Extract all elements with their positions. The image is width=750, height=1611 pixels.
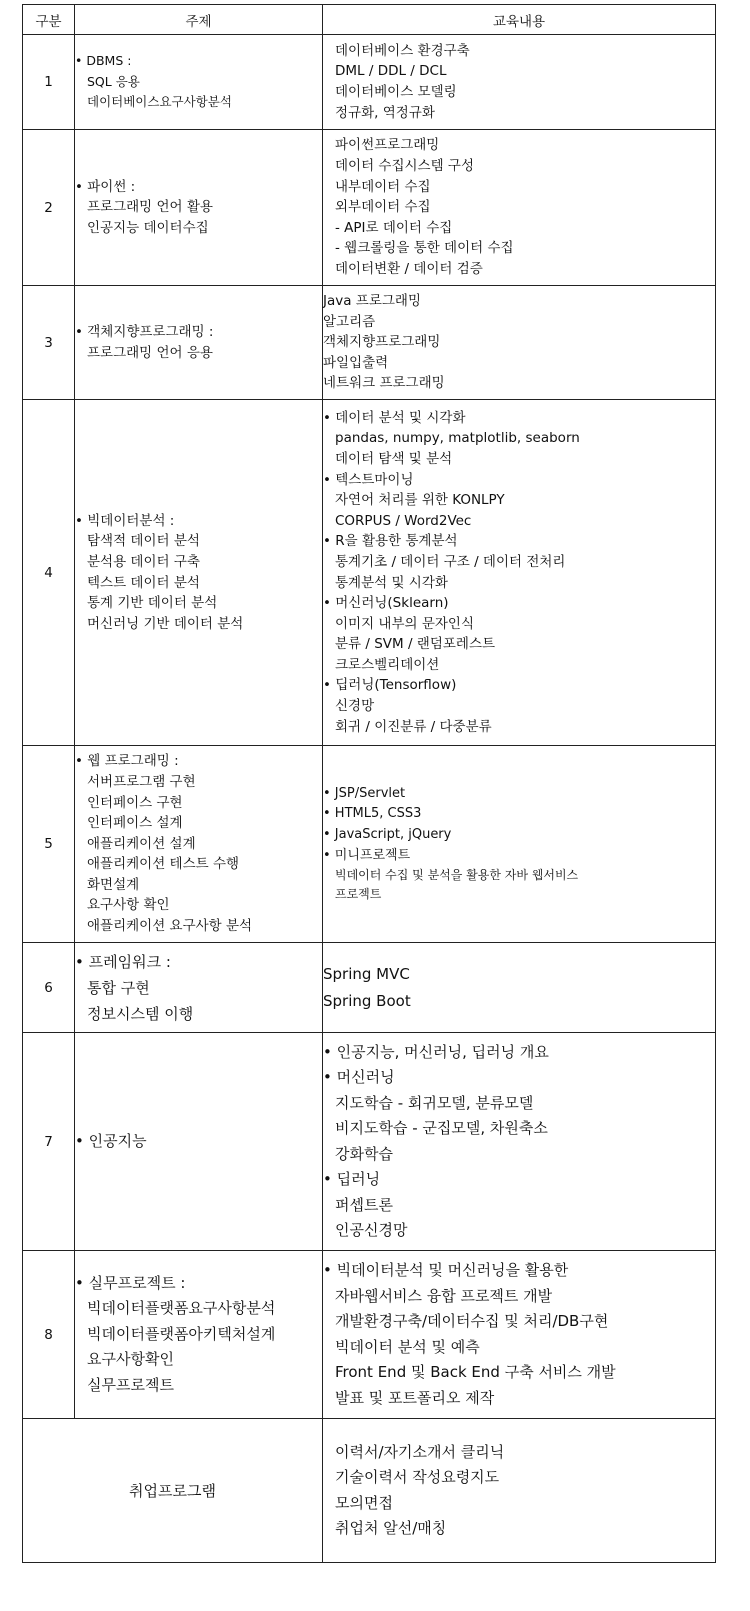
table-row — [23, 286, 716, 400]
topic-line: 인터페이스 설계 — [87, 815, 183, 832]
row-content — [323, 1033, 716, 1251]
content-line: 개발환경구축/데이터수집 및 처리/DB구현 — [335, 1312, 609, 1330]
content-line: 외부데이터 수집 — [335, 199, 431, 216]
content-line: • JSP/Servlet — [323, 785, 406, 801]
header-category: 구분 — [23, 5, 75, 35]
topic-line: 프로그래밍 언어 응용 — [87, 344, 213, 361]
topic-line: SQL 응용 — [87, 73, 140, 89]
content-line: Spring MVC — [323, 964, 410, 983]
topic-line: 애플리케이션 요구사항 분석 — [87, 918, 253, 935]
content-line: 이력서/자기소개서 클리닉 — [335, 1442, 505, 1461]
row-content — [323, 943, 716, 1033]
topic-line: • 프레임워크 : — [75, 952, 171, 971]
content-line: 비지도학습 - 군집모델, 차원축소 — [335, 1119, 548, 1137]
content-line: 취업처 알선/매칭 — [335, 1519, 447, 1537]
row-topic — [75, 400, 323, 746]
row-number: 7 — [23, 1033, 75, 1251]
content-line: 자연어 처리를 위한 KONLPY — [335, 492, 505, 509]
content-line: 지도학습 - 회귀모델, 분류모델 — [335, 1093, 534, 1112]
row-topic — [75, 286, 323, 400]
content-line: - API로 데이터 수집 — [335, 219, 453, 236]
row-topic — [75, 746, 323, 943]
content-line: 빅데이터 분석 및 예측 — [335, 1337, 480, 1356]
table-row — [23, 943, 716, 1033]
content-line: 인공신경망 — [335, 1221, 408, 1239]
topic-line: 텍스트 데이터 분석 — [87, 574, 200, 591]
content-line: • 머신러닝 — [323, 1068, 395, 1086]
job-program-label: 취업프로그램 — [23, 1419, 323, 1563]
row-number: 6 — [23, 943, 75, 1033]
content-line: • 머신러닝(Sklearn) — [323, 595, 449, 612]
row-number: 4 — [23, 400, 75, 746]
content-line: 데이터 탐색 및 분석 — [335, 450, 453, 467]
row-number: 8 — [23, 1251, 75, 1419]
content-line: Spring Boot — [323, 991, 411, 1010]
table-row — [23, 130, 716, 286]
content-line: Java 프로그래밍 — [323, 293, 422, 310]
content-line: 네트워크 프로그래밍 — [323, 375, 445, 392]
content-line: pandas, numpy, matplotlib, seaborn — [335, 430, 580, 447]
topic-line: 인터페이스 구현 — [87, 794, 183, 811]
row-content — [323, 1251, 716, 1419]
topic-line: 분석용 데이터 구축 — [87, 553, 200, 570]
content-line: 정규화, 역정규화 — [335, 104, 435, 121]
content-line: 이미지 내부의 문자인식 — [335, 615, 474, 632]
row-content — [323, 35, 716, 130]
topic-line: 빅데이터플랫폼요구사항분석 — [87, 1299, 276, 1318]
table-row — [23, 746, 716, 943]
table-row — [23, 1033, 716, 1251]
topic-line: • DBMS : — [75, 53, 132, 69]
row-topic — [75, 1033, 323, 1251]
content-line: - 웹크롤링을 통한 데이터 수집 — [335, 240, 514, 257]
content-line: 파이썬프로그래밍 — [335, 137, 440, 154]
content-line: • 딥러닝 — [323, 1170, 381, 1188]
content-line: 빅데이터 수집 및 분석을 활용한 자바 웹서비스 — [335, 868, 579, 883]
row-content — [323, 130, 716, 286]
content-line: • 딥러닝(Tensorflow) — [323, 677, 457, 694]
topic-line: 통계 기반 데이터 분석 — [87, 595, 218, 612]
topic-line: • 실무프로젝트 : — [75, 1273, 186, 1292]
content-line: 알고리즘 — [323, 313, 376, 330]
content-line: 신경망 — [335, 698, 375, 715]
content-line: 분류 / SVM / 랜덤포레스트 — [335, 636, 496, 653]
row-content — [323, 286, 716, 400]
topic-line: • 파이썬 : — [75, 178, 136, 195]
content-line: 객체지향프로그래밍 — [323, 334, 441, 351]
topic-line: 요구사항 확인 — [87, 897, 170, 914]
topic-line: 머신러닝 기반 데이터 분석 — [87, 615, 244, 632]
topic-line: 데이터베이스요구사항분석 — [87, 94, 232, 110]
content-line: 데이터베이스 모델링 — [335, 84, 457, 100]
topic-line: • 객체지향프로그래밍 : — [75, 323, 214, 340]
content-line: 모의면접 — [335, 1493, 393, 1512]
content-line: 자바웹서비스 융합 프로젝트 개발 — [335, 1286, 553, 1305]
row-number: 5 — [23, 746, 75, 943]
topic-line: • 빅데이터분석 : — [75, 512, 175, 529]
topic-line: 화면설계 — [87, 876, 140, 893]
row-number: 1 — [23, 35, 75, 130]
row-topic — [75, 35, 323, 130]
content-line: • HTML5, CSS3 — [323, 806, 422, 822]
row-topic — [75, 130, 323, 286]
topic-line: 빅데이터플랫폼아키텍처설계 — [87, 1324, 276, 1343]
header-row — [23, 5, 716, 35]
content-line: 기술이력서 작성요령지도 — [335, 1468, 500, 1486]
topic-line: 실무프로젝트 — [87, 1375, 174, 1394]
table-row — [23, 35, 716, 130]
content-line: • 텍스트마이닝 — [323, 471, 414, 488]
topic-line: 인공지능 데이터수집 — [87, 219, 209, 236]
curriculum-table — [22, 4, 716, 1563]
content-line: 통계분석 및 시각화 — [335, 574, 448, 591]
content-line: 프로젝트 — [335, 887, 382, 902]
row-content — [323, 746, 716, 943]
content-line: 데이터베이스 환경구축 — [335, 42, 470, 59]
content-line: 퍼셉트론 — [335, 1195, 393, 1214]
topic-line: 정보시스템 이행 — [87, 1004, 194, 1023]
content-line: 크로스벨리데이션 — [335, 656, 440, 673]
job-program-row — [23, 1419, 716, 1563]
content-line: • 인공지능, 머신러닝, 딥러닝 개요 — [323, 1042, 549, 1061]
content-line: CORPUS / Word2Vec — [335, 512, 472, 529]
topic-line: 서버프로그램 구현 — [87, 773, 196, 790]
row-content — [323, 400, 716, 746]
topic-line: • 웹 프로그래밍 : — [75, 753, 179, 770]
content-line: 강화학습 — [335, 1144, 393, 1163]
content-line: • 빅데이터분석 및 머신러닝을 활용한 — [323, 1261, 569, 1279]
job-program-content — [323, 1419, 716, 1563]
content-line: Front End 및 Back End 구축 서비스 개발 — [335, 1363, 616, 1381]
content-line: 통계기초 / 데이터 구조 / 데이터 전처리 — [335, 553, 566, 570]
topic-line: 통합 구현 — [87, 978, 150, 997]
content-line: 데이터변환 / 데이터 검증 — [335, 260, 483, 277]
content-line: • 미니프로젝트 — [323, 847, 411, 863]
content-line: • R을 활용한 통계분석 — [323, 533, 458, 550]
content-line: DML / DDL / DCL — [335, 63, 447, 80]
topic-line: 탐색적 데이터 분석 — [87, 533, 200, 550]
content-line: 회귀 / 이진분류 / 다중분류 — [335, 718, 492, 735]
content-line: 파일입출력 — [323, 354, 389, 371]
table-row — [23, 1251, 716, 1419]
header-topic: 주제 — [75, 5, 323, 35]
content-line: 데이터 수집시스템 구성 — [335, 158, 474, 175]
table-row — [23, 400, 716, 746]
content-line: • 데이터 분석 및 시각화 — [323, 409, 466, 426]
content-line: • JavaScript, jQuery — [323, 827, 452, 842]
header-content: 교육내용 — [323, 5, 716, 35]
row-number: 3 — [23, 286, 75, 400]
row-number: 2 — [23, 130, 75, 286]
content-line: 내부데이터 수집 — [335, 178, 431, 195]
topic-line: 프로그래밍 언어 활용 — [87, 199, 213, 216]
topic-line: 요구사항확인 — [87, 1350, 174, 1369]
topic-line: 애플리케이션 설계 — [87, 835, 196, 852]
content-line: 발표 및 포트폴리오 제작 — [335, 1388, 495, 1407]
row-topic — [75, 1251, 323, 1419]
topic-line: • 인공지능 — [75, 1131, 147, 1150]
row-topic — [75, 943, 323, 1033]
topic-line: 애플리케이션 테스트 수행 — [87, 856, 240, 873]
